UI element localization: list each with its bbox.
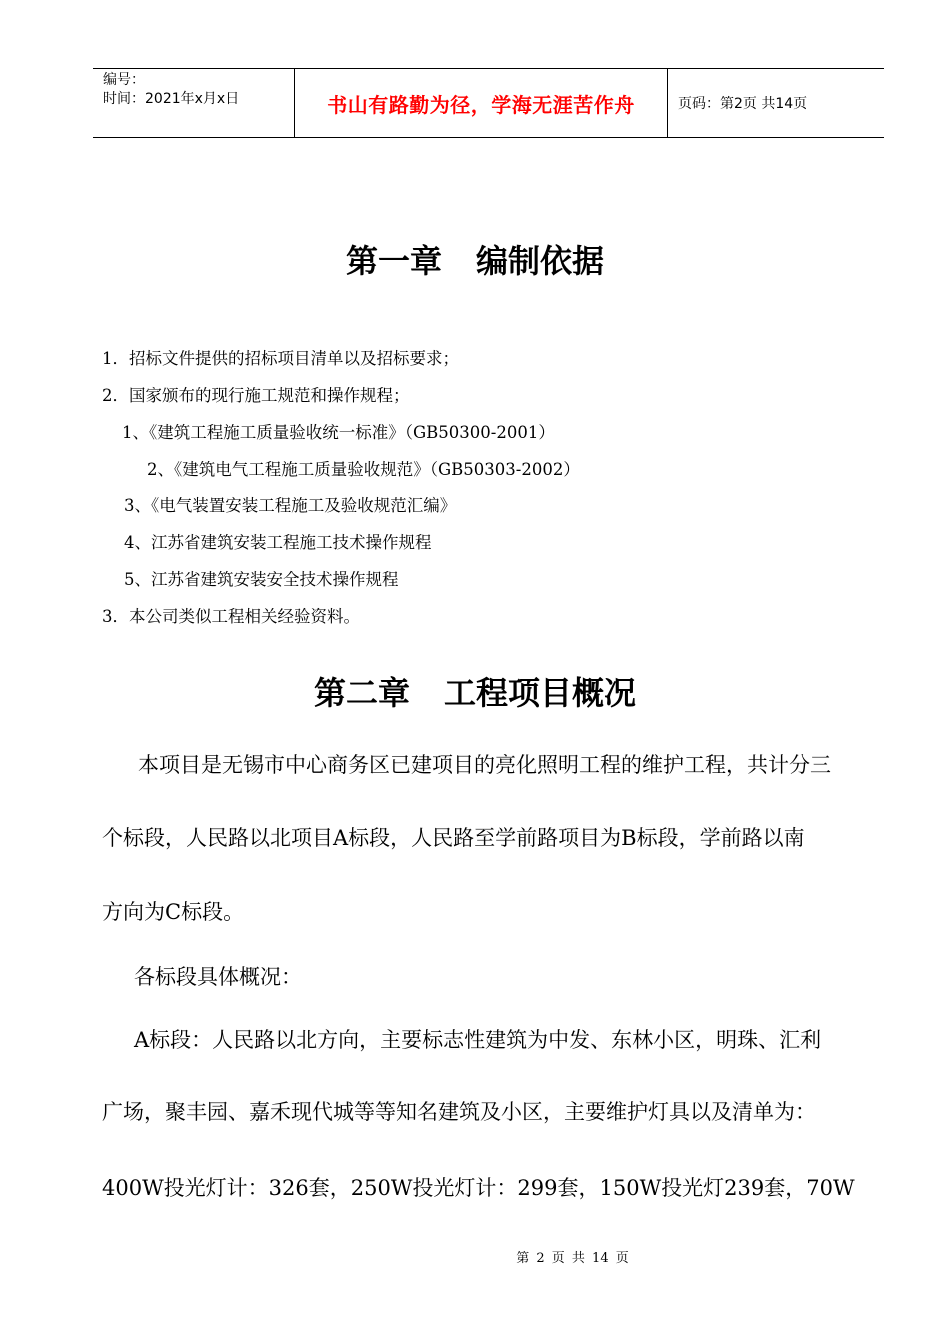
chapter-2-title: 工程项目概况 [444, 674, 637, 712]
header-motto-cell [295, 69, 668, 137]
body-line-7: 400W投光灯计：326套，250W投光灯计：299套，150W投光灯239套，70W [102, 1176, 855, 1200]
basis-item-3: 3．本公司类似工程相关经验资料。 [102, 607, 360, 626]
basis-sub-item-5: 5、江苏省建筑安装安全技术操作规程 [124, 570, 399, 589]
footer-page-number: 第 2 页 共 14 页 [516, 1251, 629, 1266]
body-line-2: 个标段，人民路以北项目A标段，人民路至学前路项目为B标段，学前路以南 [102, 826, 805, 850]
basis-sub-item-2: 2、《建筑电气工程施工质量验收规范》（GB50303-2002） [147, 460, 580, 479]
basis-item-2: 2．国家颁布的现行施工规范和操作规程； [102, 386, 410, 405]
header-page-info: 页码：第2页 共14页 [678, 96, 808, 112]
body-line-3: 方向为C标段。 [102, 900, 245, 924]
chapter-2-heading [0, 668, 950, 714]
chapter-1-title: 编制依据 [476, 242, 605, 280]
page-header [93, 68, 884, 138]
basis-sub-item-1: 1、《建筑工程施工质量验收统一标准》（GB50300-2001） [122, 423, 555, 442]
chapter-1-heading [0, 236, 950, 282]
page-footer [0, 1247, 950, 1266]
basis-sub-item-4: 4、江苏省建筑安装工程施工技术操作规程 [124, 533, 432, 552]
chapter-2-number: 第二章 [313, 674, 410, 712]
body-line-5: A标段：人民路以北方向，主要标志性建筑为中发、东林小区，明珠、汇利 [134, 1028, 822, 1052]
document-number-label: 编号： [103, 72, 145, 88]
header-page-cell [668, 69, 884, 137]
basis-sub-item-3: 3、《电气装置安装工程施工及验收规范汇编》 [124, 496, 457, 515]
body-line-1: 本项目是无锡市中心商务区已建项目的亮化照明工程的维护工程，共计分三 [138, 753, 831, 777]
header-motto: 书山有路勤为径，学海无涯苦作舟 [327, 92, 635, 117]
chapter-1-number: 第一章 [345, 242, 442, 280]
body-line-6: 广场，聚丰园、嘉禾现代城等等知名建筑及小区，主要维护灯具以及清单为： [102, 1100, 816, 1124]
body-line-4: 各标段具体概况： [134, 965, 302, 989]
header-meta-cell [93, 69, 295, 137]
basis-item-1: 1．招标文件提供的招标项目清单以及招标要求； [102, 349, 459, 368]
document-time-label: 时间：2021年x月x日 [103, 91, 240, 107]
